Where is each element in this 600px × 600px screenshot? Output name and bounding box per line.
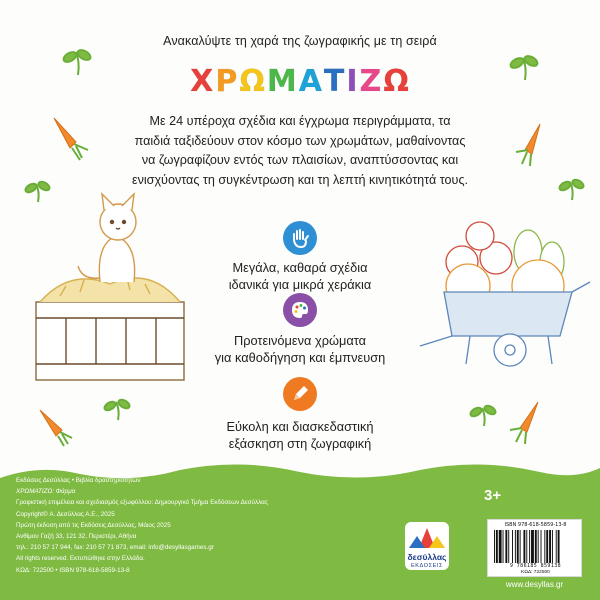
pencil-icon <box>283 377 317 411</box>
barcode-bars <box>494 530 577 563</box>
carrot-icon <box>510 402 538 444</box>
publication-info-line: ΧΡΩΜΑΤΙΖΩ: Φάρμα <box>16 488 76 496</box>
barcode-bar <box>512 530 513 563</box>
sprout-icon <box>558 178 585 200</box>
publication-info-line: Πρώτη έκδοση από τις Εκδόσεις Δεσύλλας, Μάιος 2025 <box>16 521 171 529</box>
logo-letter: Χ <box>190 64 215 99</box>
logo-letter: Ι <box>346 64 359 99</box>
series-logo <box>0 62 600 102</box>
logo-letter: Μ <box>266 64 298 99</box>
publication-info-line: Copyright© Α. Δεσύλλας Α.Ε., 2025 <box>16 510 115 518</box>
age-rating: 3+ <box>484 487 502 504</box>
publisher-name: δεσύλλας <box>407 552 447 562</box>
carrot-icon <box>516 124 540 166</box>
carrot-icon <box>54 118 88 160</box>
publication-info-line: τηλ.: 210 57 17 944, fax: 210 57 71 873, email: info@desyllasgames.gr <box>16 544 214 552</box>
publication-info-line: Γραφιστική επιμέλεια και σχεδιασμός εξωφύλλου: Δημιουργικό Τμήμα Εκδόσεων Δεσύλλας <box>16 499 268 507</box>
publication-info-line: Ανθίμου Γαζή 33, 121 32, Περιστέρι, Αθήνα <box>16 533 137 541</box>
barcode-bar <box>526 530 527 563</box>
barcode-bar <box>544 530 545 563</box>
barcode-bar <box>523 530 525 563</box>
logo-letter: Ρ <box>215 64 239 99</box>
sprout-icon <box>24 180 51 202</box>
barcode-code: ΚΩΔ: 722500 <box>521 570 550 575</box>
publication-info <box>16 475 376 576</box>
feature-1-line-1: Μεγάλα, καθαρά σχέδια <box>232 260 368 275</box>
publication-info-line: ΚΩΔ: 722500 • ISBN 978-618-5859-13-8 <box>16 566 130 574</box>
logo-letter: Ω <box>383 64 410 99</box>
barcode-bar <box>505 530 507 563</box>
barcode-bar <box>515 530 516 563</box>
sprout-icon <box>103 398 131 420</box>
publisher-subtitle: ΕΚΔΟΣΕΙΣ <box>411 563 443 569</box>
logo-letter: Ω <box>239 64 266 99</box>
logo-letter: Τ <box>323 64 346 99</box>
feature-2-text <box>160 332 440 366</box>
barcode-bar <box>529 530 530 563</box>
barcode-isbn: ISBN 978-618-5859-13-8 <box>504 522 567 528</box>
feature-1-text <box>160 259 440 293</box>
barcode-bar <box>535 530 537 563</box>
barcode-bar <box>520 530 521 563</box>
barcode-bar <box>517 530 519 563</box>
barcode-bar <box>494 530 495 563</box>
barcode-bar <box>499 530 502 563</box>
feature-3-line-2: εξάσκηση στη ζωγραφική <box>228 436 372 451</box>
barcode-bar <box>558 530 560 563</box>
barcode-bar <box>556 530 557 563</box>
barcode-bar <box>552 530 553 563</box>
barcode-bar <box>496 530 498 563</box>
carrot-icon <box>40 410 72 446</box>
website-link[interactable]: www.desyllas.gr <box>505 580 564 589</box>
hand-icon <box>283 221 317 255</box>
sprout-icon <box>469 404 497 426</box>
feature-3-text <box>160 418 440 452</box>
barcode-bar <box>541 530 542 563</box>
publication-info-line: All rights reserved. Εκτυπώθηκε στην Ελλάδα. <box>16 555 145 563</box>
barcode-bar <box>538 530 539 563</box>
intro-paragraph: Με 24 υπέροχα σχέδια και έγχρωμα περιγράμματα, τα παιδιά ταξιδεύουν στον κόσμο των χρωμάτων, μαθαίνοντας να ζωγραφίζουν εντός των πλαισίων, αναπτύσσοντας και ενισχύοντας τη συγκέντρωση και τη λεπτή κινητικότητά τους. <box>131 114 469 187</box>
barcode-digits: 9 786185 859138 <box>509 563 562 569</box>
feature-2-line-2: για καθοδήγηση και έμπνευση <box>214 350 386 365</box>
wheelbarrow-illustration <box>420 222 590 366</box>
barcode-bar <box>531 530 534 563</box>
feature-2-line-1: Προτεινόμενα χρώματα <box>233 333 367 348</box>
logo-letter: Ζ <box>359 64 383 99</box>
barcode-bar <box>549 530 551 563</box>
feature-3-line-1: Εύκολη και διασκεδαστική <box>226 419 374 434</box>
barcode-bar <box>508 530 509 563</box>
palette-icon <box>283 293 317 327</box>
publication-info-line: Εκδόσεις Δεσύλλας • Βιβλία δραστηριοτήτων <box>16 477 141 484</box>
series-tagline: Ανακαλύψτε τη χαρά της ζωγραφικής με τη σειρά <box>163 34 437 48</box>
logo-letter: Α <box>298 64 323 99</box>
barcode-bar <box>546 530 548 563</box>
barcode-bar <box>503 530 504 563</box>
feature-1-line-2: ιδανικά για μικρά χεράκια <box>228 277 372 292</box>
barcode <box>487 519 582 577</box>
